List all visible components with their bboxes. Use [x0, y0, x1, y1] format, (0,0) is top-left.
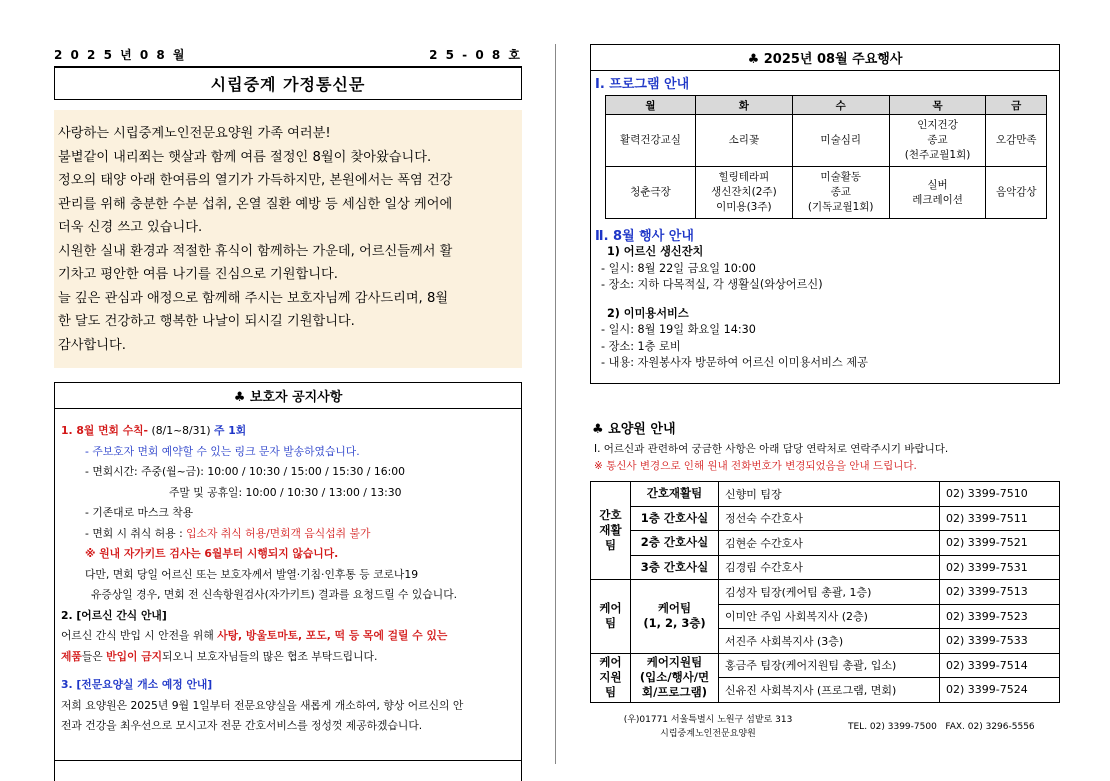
event-title: 1) 어르신 생신잔치 — [607, 245, 704, 258]
event-detail: - 장소: 1층 로비 — [601, 339, 681, 353]
day-header: 수 — [792, 96, 889, 115]
staff-name: 김경림 수간호사 — [719, 555, 940, 580]
footer-contact: TEL. 02) 3399-7500 FAX. 02) 3296-5556 — [848, 721, 1035, 732]
notice-text: 들은 — [81, 649, 107, 663]
visit-rules-heading — [61, 421, 515, 442]
team-name: 3층 간호사실 — [631, 555, 719, 580]
schedule-cell: 오감만족 — [986, 115, 1047, 167]
footer-address — [590, 713, 826, 741]
footer — [590, 713, 1060, 741]
staff-name: 서진주 사회복지사 (3층) — [719, 629, 940, 654]
schedule-cell: 소리꽃 — [695, 115, 792, 167]
notice-line: 주말 및 공휴일: 10:00 / 10:30 / 13:00 / 13:30 — [169, 485, 402, 499]
staff-phone: 02) 3399-7524 — [940, 678, 1060, 703]
notice-text: - 면회 시 취식 허용 : — [85, 526, 187, 540]
staff-row — [591, 580, 1060, 605]
notice-highlight: 반입이 금지 — [106, 649, 163, 663]
event-title: 2) 이미용서비스 — [607, 306, 689, 320]
staff-phone: 02) 3399-7523 — [940, 604, 1060, 629]
staff-note-line: Ⅰ. 어르신과 관련하여 궁금한 사항은 아래 담당 연락처로 연락주시기 바랍니다. — [594, 443, 949, 455]
august-events-heading: Ⅱ. 8월 행사 안내 — [595, 229, 694, 244]
notice-line: 다만, 면회 당일 어르신 또는 보호자께서 발열·기침·인후통 등 코로나19 — [85, 567, 419, 581]
staff-name: 김성자 팀장(케어팀 총괄, 1층) — [719, 580, 940, 605]
event-detail: - 일시: 8월 19일 화요일 14:30 — [601, 323, 756, 336]
schedule-cell: 활력건강교실 — [606, 115, 696, 167]
schedule-cell: 음악감상 — [986, 167, 1047, 219]
staff-name: 홍금주 팀장(케어지원팀 총괄, 입소) — [719, 653, 940, 678]
greeting-line: 관리를 위해 충분한 수분 섭취, 온열 질환 예방 등 세심한 일상 케어에 — [58, 196, 453, 212]
events-box — [590, 44, 1060, 384]
staff-phone: 02) 3399-7531 — [940, 555, 1060, 580]
notice-line: 전과 건강을 최우선으로 모시고자 전문 간호서비스를 정성껏 제공하겠습니다. — [61, 719, 423, 732]
newsletter-title: 시립중계 가정통신문 — [54, 68, 522, 100]
greeting-line: 더욱 신경 쓰고 있습니다. — [58, 220, 203, 235]
greeting-letter — [54, 110, 522, 368]
day-header: 목 — [889, 96, 986, 115]
right-column — [590, 44, 1060, 741]
group-care: 케어 팀 — [591, 580, 631, 654]
notice-line: - 면회시간: 주중(월~금): 10:00 / 10:30 / 15:00 / 15:30 / 16:00 — [85, 465, 405, 478]
greeting-line: 사랑하는 시립중계노인전문요양원 가족 여러분! — [58, 126, 331, 141]
team-name: 1층 간호사실 — [631, 506, 719, 531]
august-events — [591, 244, 1059, 372]
greeting-line: 늘 깊은 관심과 애정으로 함께해 주시는 보호자님께 감사드리며, 8월 — [58, 290, 449, 306]
greeting-line: 정오의 태양 아래 한여름의 열기가 가득하지만, 본원에서는 폭염 건강 — [58, 173, 453, 188]
staff-phone: 02) 3399-7510 — [940, 482, 1060, 507]
notice-text: 어르신 간식 반입 시 안전을 위해 — [61, 629, 218, 642]
staff-contact-table — [590, 481, 1060, 703]
notice-line: ※ 원내 자가키트 검사는 6월부터 시행되지 않습니다. — [85, 547, 339, 560]
notice-line: 유증상일 경우, 면회 전 신속항원검사(자가키트) 결과를 요청드릴 수 있습니다. — [91, 588, 458, 601]
staff-row — [591, 653, 1060, 678]
staff-phone: 02) 3399-7513 — [940, 580, 1060, 605]
day-header: 금 — [986, 96, 1047, 115]
notice-body — [55, 409, 521, 737]
program-schedule-table — [605, 95, 1047, 219]
group-support: 케어 지원 팀 — [591, 653, 631, 702]
guardian-notice-box — [54, 382, 522, 781]
notice-title: ♣ 보호자 공지사항 — [55, 383, 521, 409]
greeting-line: 불볕같이 내리쬐는 햇살과 함께 여름 절정인 8월이 찾아왔습니다. — [58, 149, 432, 165]
snack-heading: 2. [어르신 간식 안내] — [61, 608, 167, 622]
facility-name: 시립중계노인전문요양원 — [660, 728, 756, 739]
group-nursing: 간호 재활 팀 — [591, 482, 631, 580]
staff-name: 김현순 수간호사 — [719, 531, 940, 556]
notice-line: - 주보호자 면회 예약할 수 있는 링크 문자 발송하였습니다. — [85, 444, 360, 458]
notice-text: 되오니 보호자님들의 많은 협조 부탁드립니다. — [162, 649, 378, 663]
team-name: 케어팀 (1, 2, 3층) — [631, 580, 719, 654]
staff-phone: 02) 3399-7533 — [940, 629, 1060, 654]
schedule-cell: 미술심리 — [792, 115, 889, 167]
issue-number: 2 5 - 0 8 호 — [429, 48, 522, 62]
greeting-line: 기차고 평안한 여름 나기를 진심으로 기원합니다. — [58, 267, 338, 282]
care-room-heading: 3. [전문요양실 개소 예정 안내] — [61, 678, 213, 691]
greeting-line: 감사합니다. — [58, 337, 126, 353]
staff-row — [591, 531, 1060, 556]
staff-phone: 02) 3399-7521 — [940, 531, 1060, 556]
staff-title: ♣ 요양원 안내 — [592, 422, 676, 437]
newsletter-header — [54, 44, 522, 68]
day-header: 월 — [606, 96, 696, 115]
staff-phone: 02) 3399-7514 — [940, 653, 1060, 678]
schedule-cell: 미술활동 종교 (기독교월1회) — [792, 167, 889, 219]
staff-name: 신향미 팀장 — [719, 482, 940, 507]
notice-highlight: 제품 — [61, 649, 82, 663]
event-detail: - 일시: 8월 22일 금요일 10:00 — [601, 261, 756, 275]
team-name: 2층 간호사실 — [631, 531, 719, 556]
staff-row — [591, 506, 1060, 531]
notice-highlight: 사탕, 방울토마토, 포도, 떡 등 목에 걸릴 수 있는 — [217, 629, 448, 642]
team-name: 케어지원팀 (입소/행사/면 회/프로그램) — [631, 653, 719, 702]
staff-name: 정선숙 수간호사 — [719, 506, 940, 531]
team-name: 간호재활팀 — [631, 482, 719, 507]
schedule-row — [606, 115, 1047, 167]
notice-line — [61, 647, 515, 668]
events-title: ♣ 2025년 08월 주요행사 — [591, 45, 1059, 71]
postal-address: (우)01771 서울특별시 노원구 섬밭로 313 — [623, 714, 793, 725]
schedule-cell: 실버 레크레이션 — [889, 167, 986, 219]
staff-phone: 02) 3399-7511 — [940, 506, 1060, 531]
program-heading: Ⅰ. 프로그램 안내 — [595, 77, 690, 92]
schedule-header-row — [606, 96, 1047, 115]
bottom-rule — [54, 760, 522, 761]
greeting-line: 시원한 실내 환경과 적절한 휴식이 함께하는 가운데, 어르신들께서 활 — [58, 243, 453, 259]
left-column — [54, 44, 522, 732]
schedule-cell: 인지건강 종교 (천주교월1회) — [889, 115, 986, 167]
staff-name: 신유진 사회복지사 (프로그램, 면회) — [719, 678, 940, 703]
staff-row — [591, 482, 1060, 507]
notice-line — [61, 524, 515, 545]
notice-highlight: 입소자 취식 허용/면회객 음식섭취 불가 — [186, 526, 371, 540]
greeting-line: 한 달도 건강하고 행복한 나날이 되시길 기원합니다. — [58, 314, 355, 329]
staff-note — [590, 441, 1060, 475]
day-header: 화 — [695, 96, 792, 115]
notice-line — [61, 626, 515, 647]
visit-rules-label: 1. 8월 면회 수칙- — [61, 424, 149, 437]
visit-frequency: 주 1회 — [214, 424, 247, 437]
visit-period: (8/1~8/31) — [148, 424, 215, 437]
staff-name: 이미안 주임 사회복지사 (2층) — [719, 604, 940, 629]
event-detail: - 내용: 자원봉사자 방문하여 어르신 이미용서비스 제공 — [601, 356, 868, 369]
issue-date: 2 0 2 5 년 0 8 월 — [54, 48, 187, 62]
notice-line: 저희 요양원은 2025년 9월 1일부터 전문요양실을 새롭게 개소하여, 향상 어르신의 안 — [61, 698, 464, 712]
schedule-row — [606, 167, 1047, 219]
staff-row — [591, 555, 1060, 580]
staff-note-warning: ※ 통신사 변경으로 인해 원내 전화번호가 변경되었음을 안내 드립니다. — [594, 460, 917, 472]
notice-line: - 기존대로 마스크 착용 — [85, 506, 194, 519]
schedule-cell: 힐링테라피 생신잔치(2주) 이미용(3주) — [695, 167, 792, 219]
event-detail: - 장소: 지하 다목적실, 각 생활실(와상어르신) — [601, 278, 823, 291]
column-divider — [555, 44, 556, 764]
schedule-cell: 청춘극장 — [606, 167, 696, 219]
